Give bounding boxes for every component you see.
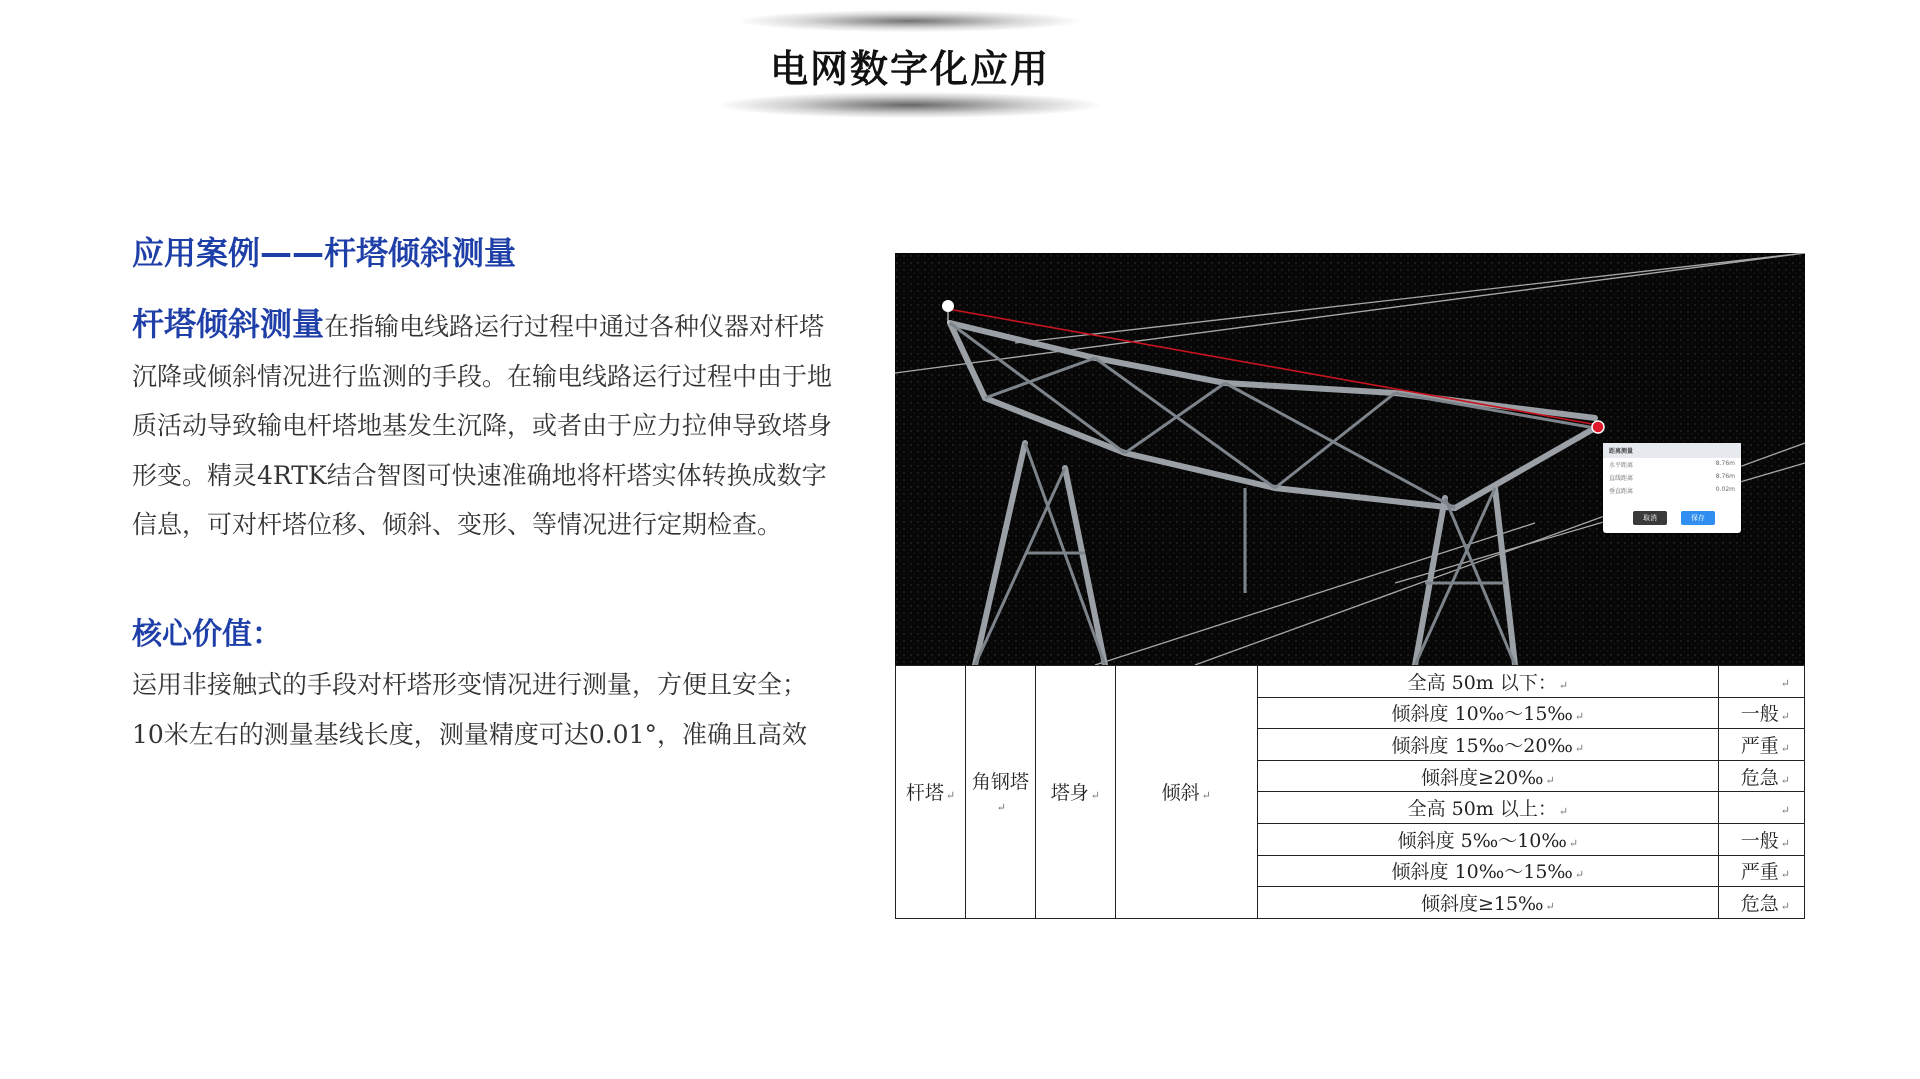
tilt-standard-table <box>895 665 1805 919</box>
dialog-row-label: 垂直距离 <box>1609 488 1634 495</box>
section-heading: 应用案例——杆塔倾斜测量 <box>132 234 517 272</box>
table-cell-criterion: 倾斜度 10‰～15‰ ↵ <box>1257 697 1718 729</box>
table-cell-criterion: 倾斜度 5‰～10‰ ↵ <box>1257 823 1718 855</box>
dialog-row <box>1603 484 1741 497</box>
table-cell-criterion: 倾斜度 10‰～15‰ ↵ <box>1257 855 1718 887</box>
dialog-row-label: 直线距离 <box>1609 475 1634 482</box>
intro-text: 在指输电线路运行过程中通过各种仪器对杆塔沉降或倾斜情况进行监测的手段。在输电线路运行过程中由于地质活动导致输电杆塔地基发生沉降，或者由于应力拉伸导致塔身形变。精灵4RTK结合智图可快速准确地将杆塔实体转换成数字信息，可对杆塔位移、倾斜、变形、等情况进行定期检查。 <box>132 312 833 539</box>
title-banner <box>700 0 1120 120</box>
table-cell-criterion: 全高 50m 以上： ↵ <box>1257 792 1718 824</box>
intro-paragraph <box>132 300 842 550</box>
table-cell-criterion: 倾斜度 15‰～20‰ ↵ <box>1257 729 1718 761</box>
table-cell-level: ↵ <box>1719 792 1805 824</box>
dialog-row-value: 0.02m <box>1715 486 1735 493</box>
table-cell-level: 严重 ↵ <box>1719 855 1805 887</box>
table-cell-criterion: 倾斜度≥20‰ ↵ <box>1257 760 1718 792</box>
dialog-row <box>1603 471 1741 484</box>
table-cell-tower: 杆塔 ↵ <box>896 666 966 919</box>
distance-measure-dialog <box>1603 443 1741 533</box>
table-row <box>896 666 1805 698</box>
table-cell-part: 塔身 ↵ <box>1035 666 1115 919</box>
save-button[interactable]: 保存 <box>1681 511 1715 525</box>
dialog-row-value: 8.76m <box>1715 473 1735 480</box>
page-title: 电网数字化应用 <box>769 47 1050 91</box>
table-cell-defect: 倾斜 ↵ <box>1115 666 1257 919</box>
dialog-buttons <box>1633 511 1715 525</box>
cancel-button[interactable]: 取消 <box>1633 511 1667 525</box>
table-cell-level: 危急 ↵ <box>1719 887 1805 919</box>
core-value-text: 运用非接触式的手段对杆塔形变情况进行测量，方便且安全；10米左右的测量基线长度，测量精度可达0.01°，准确且高效 <box>132 670 808 749</box>
title-shadow-bottom <box>720 92 1100 118</box>
table-cell-level: 危急 ↵ <box>1719 760 1805 792</box>
table-cell-tower-type: 角钢塔↵ <box>965 666 1035 919</box>
intro-lead: 杆塔倾斜测量 <box>132 305 325 343</box>
table-cell-level: 一般 ↵ <box>1719 697 1805 729</box>
core-value-heading: 核心价值： <box>132 617 282 652</box>
table-cell-criterion: 倾斜度≥15‰ ↵ <box>1257 887 1718 919</box>
title-shadow-top <box>740 10 1080 32</box>
point-cloud-tower-image <box>895 253 1805 665</box>
dialog-title: 距离测量 <box>1603 443 1741 458</box>
dialog-row-value: 8.76m <box>1715 460 1735 467</box>
table-cell-level: 一般 ↵ <box>1719 823 1805 855</box>
dialog-row-label: 水平距离 <box>1609 462 1634 469</box>
table-cell-level: 严重 ↵ <box>1719 729 1805 761</box>
table-cell-level: ↵ <box>1719 666 1805 698</box>
dialog-row <box>1603 458 1741 471</box>
table-cell-criterion: 全高 50m 以下： ↵ <box>1257 666 1718 698</box>
